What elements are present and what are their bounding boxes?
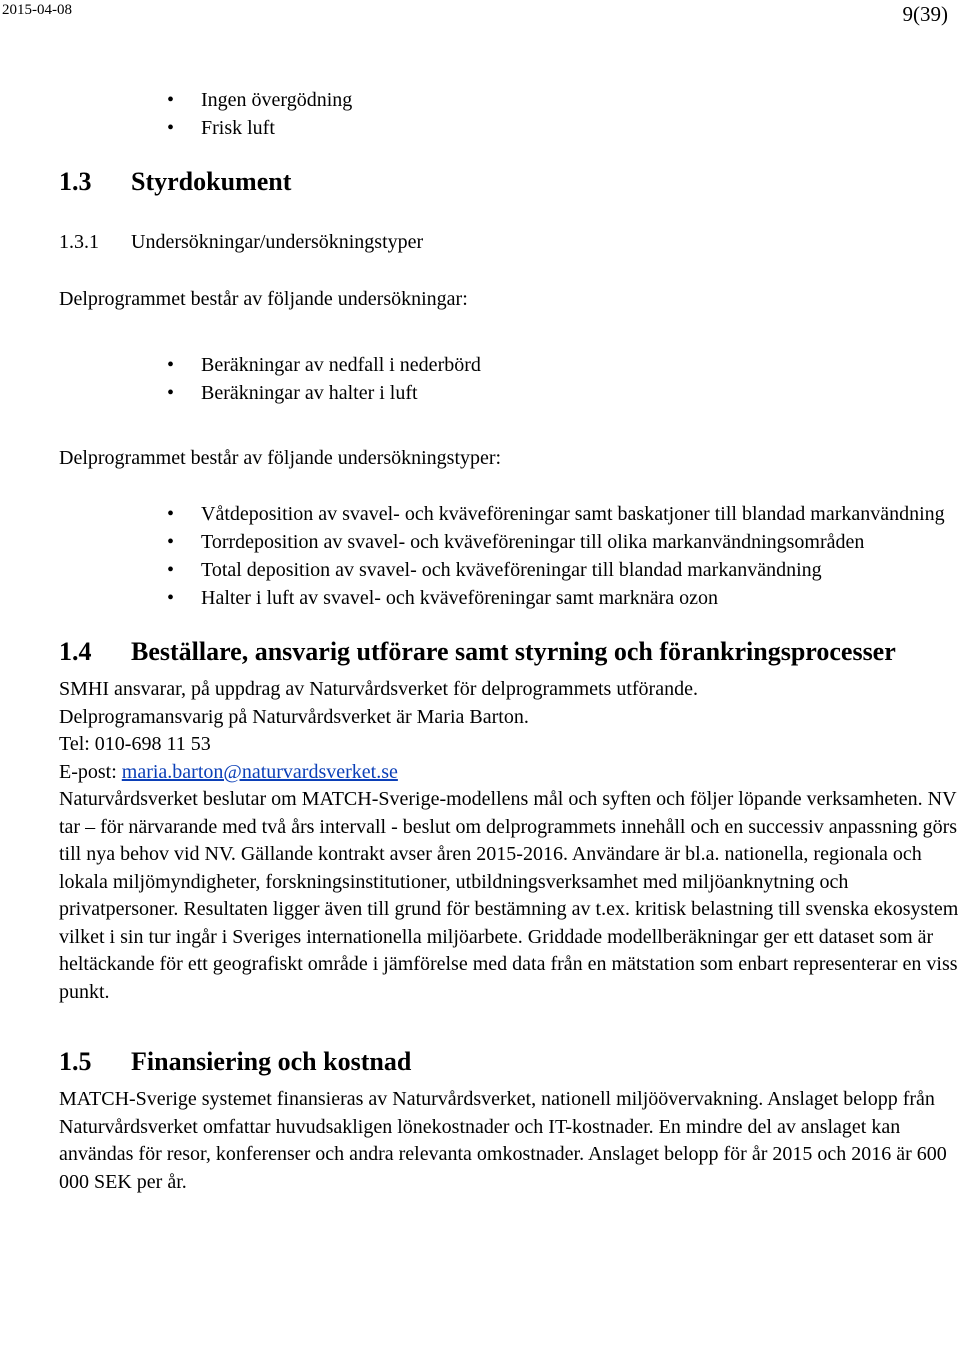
undersokningar-list	[59, 351, 959, 407]
paragraph-undersokningar: Delprogrammet består av följande undersökningar:	[59, 288, 468, 310]
bullet-icon: •	[167, 117, 175, 139]
list-item: • Halter i luft av svavel- och kväveföreningar samt marknära ozon	[59, 584, 959, 612]
section-heading-1-5: 1.5 Finansiering och kostnad	[59, 1047, 412, 1076]
list-item: • Ingen övergödning	[59, 86, 959, 114]
section-1-4-body	[59, 676, 959, 1006]
bullet-icon: •	[167, 587, 175, 609]
list-item: • Torrdeposition av svavel- och kväveföreningar till olika markanvändningsområden	[59, 528, 959, 556]
paragraph-delprogramansvarig: Delprogramansvarig på Naturvårdsverket är Maria Barton.	[59, 705, 529, 728]
bullet-icon: •	[167, 381, 175, 404]
paragraph-finansiering: MATCH-Sverige systemet finansieras av Naturvårdsverket, nationell miljöövervakning. Anslaget belopp från Naturvårdsverket omfattar huvudsakligen lönekostnader och IT-kostnader. En mindre del av anslaget kan användas för resor, konferenser och andra relevanta omkostnader. Anslaget belopp för år 2015 och 2016 är 600 000 SEK per år.	[59, 1088, 947, 1193]
contact-phone: Tel: 010-698 11 53	[59, 733, 211, 755]
paragraph-typer: Delprogrammet består av följande undersökningstyper:	[59, 446, 502, 469]
list-item: • Total deposition av svavel- och kväveföreningar till blandad markanvändning	[59, 556, 959, 584]
header-date: 2015-04-08	[2, 2, 72, 18]
contact-email: E-post: maria.barton@naturvardsverket.se	[59, 760, 398, 783]
paragraph-smhi: SMHI ansvarar, på uppdrag av Naturvårdsverket för delprogrammets utförande.	[59, 678, 698, 700]
undersokningstyper-list	[59, 500, 959, 612]
paragraph-naturvardsverket: Naturvårdsverket beslutar om MATCH-Sverige-modellens mål och syften och följer löpande verksamheten. NV tar – för närvarande med två års intervall - beslut om delprogrammets innehåll och en successiv anpassning görs till nya behov vid NV. Gällande kontrakt avser åren 2015-2016. Användare är bl.a. nationella, regionala och lokala miljömyndigheter, forskningsinstitutioner, utbildningsverksamhet med miljöanknytning och privatpersoner. Resultaten ligger även till grund för bestämning av t.ex. kritisk belastning till svenska ekosystem vilket i sin tur ingår i Sveriges internationella miljöarbete. Griddade modellberäkningar ger ett dataset som är heltäckande för ett geografiskt område i jämförelse med data från en mätstation som enbart representerar en viss punkt.	[59, 788, 959, 1003]
list-item: • Frisk luft	[59, 114, 959, 142]
bullet-icon: •	[167, 353, 175, 376]
list-item: • Beräkningar av nedfall i nederbörd	[59, 351, 959, 379]
list-item: • Våtdeposition av svavel- och kväveföreningar samt baskatjoner till blandad markanvändning	[59, 500, 959, 528]
bullet-icon: •	[167, 503, 175, 525]
subsection-heading-1-3-1: 1.3.1 Undersökningar/undersökningstyper	[59, 231, 424, 253]
bullet-icon: •	[167, 89, 175, 111]
section-heading-1-3: 1.3 Styrdokument	[59, 167, 292, 196]
list-item: • Beräkningar av halter i luft	[59, 379, 959, 407]
bullet-icon: •	[167, 559, 175, 581]
page-header	[0, 0, 960, 30]
goal-bullet-list	[59, 86, 959, 142]
section-heading-1-4: 1.4 Beställare, ansvarig utförare samt styrning och förankringsprocesser	[59, 637, 896, 666]
header-page-number: 9(39)	[902, 2, 948, 26]
document-content	[59, 84, 959, 1196]
email-link[interactable]: maria.barton@naturvardsverket.se	[121, 760, 398, 783]
bullet-icon: •	[167, 531, 175, 553]
